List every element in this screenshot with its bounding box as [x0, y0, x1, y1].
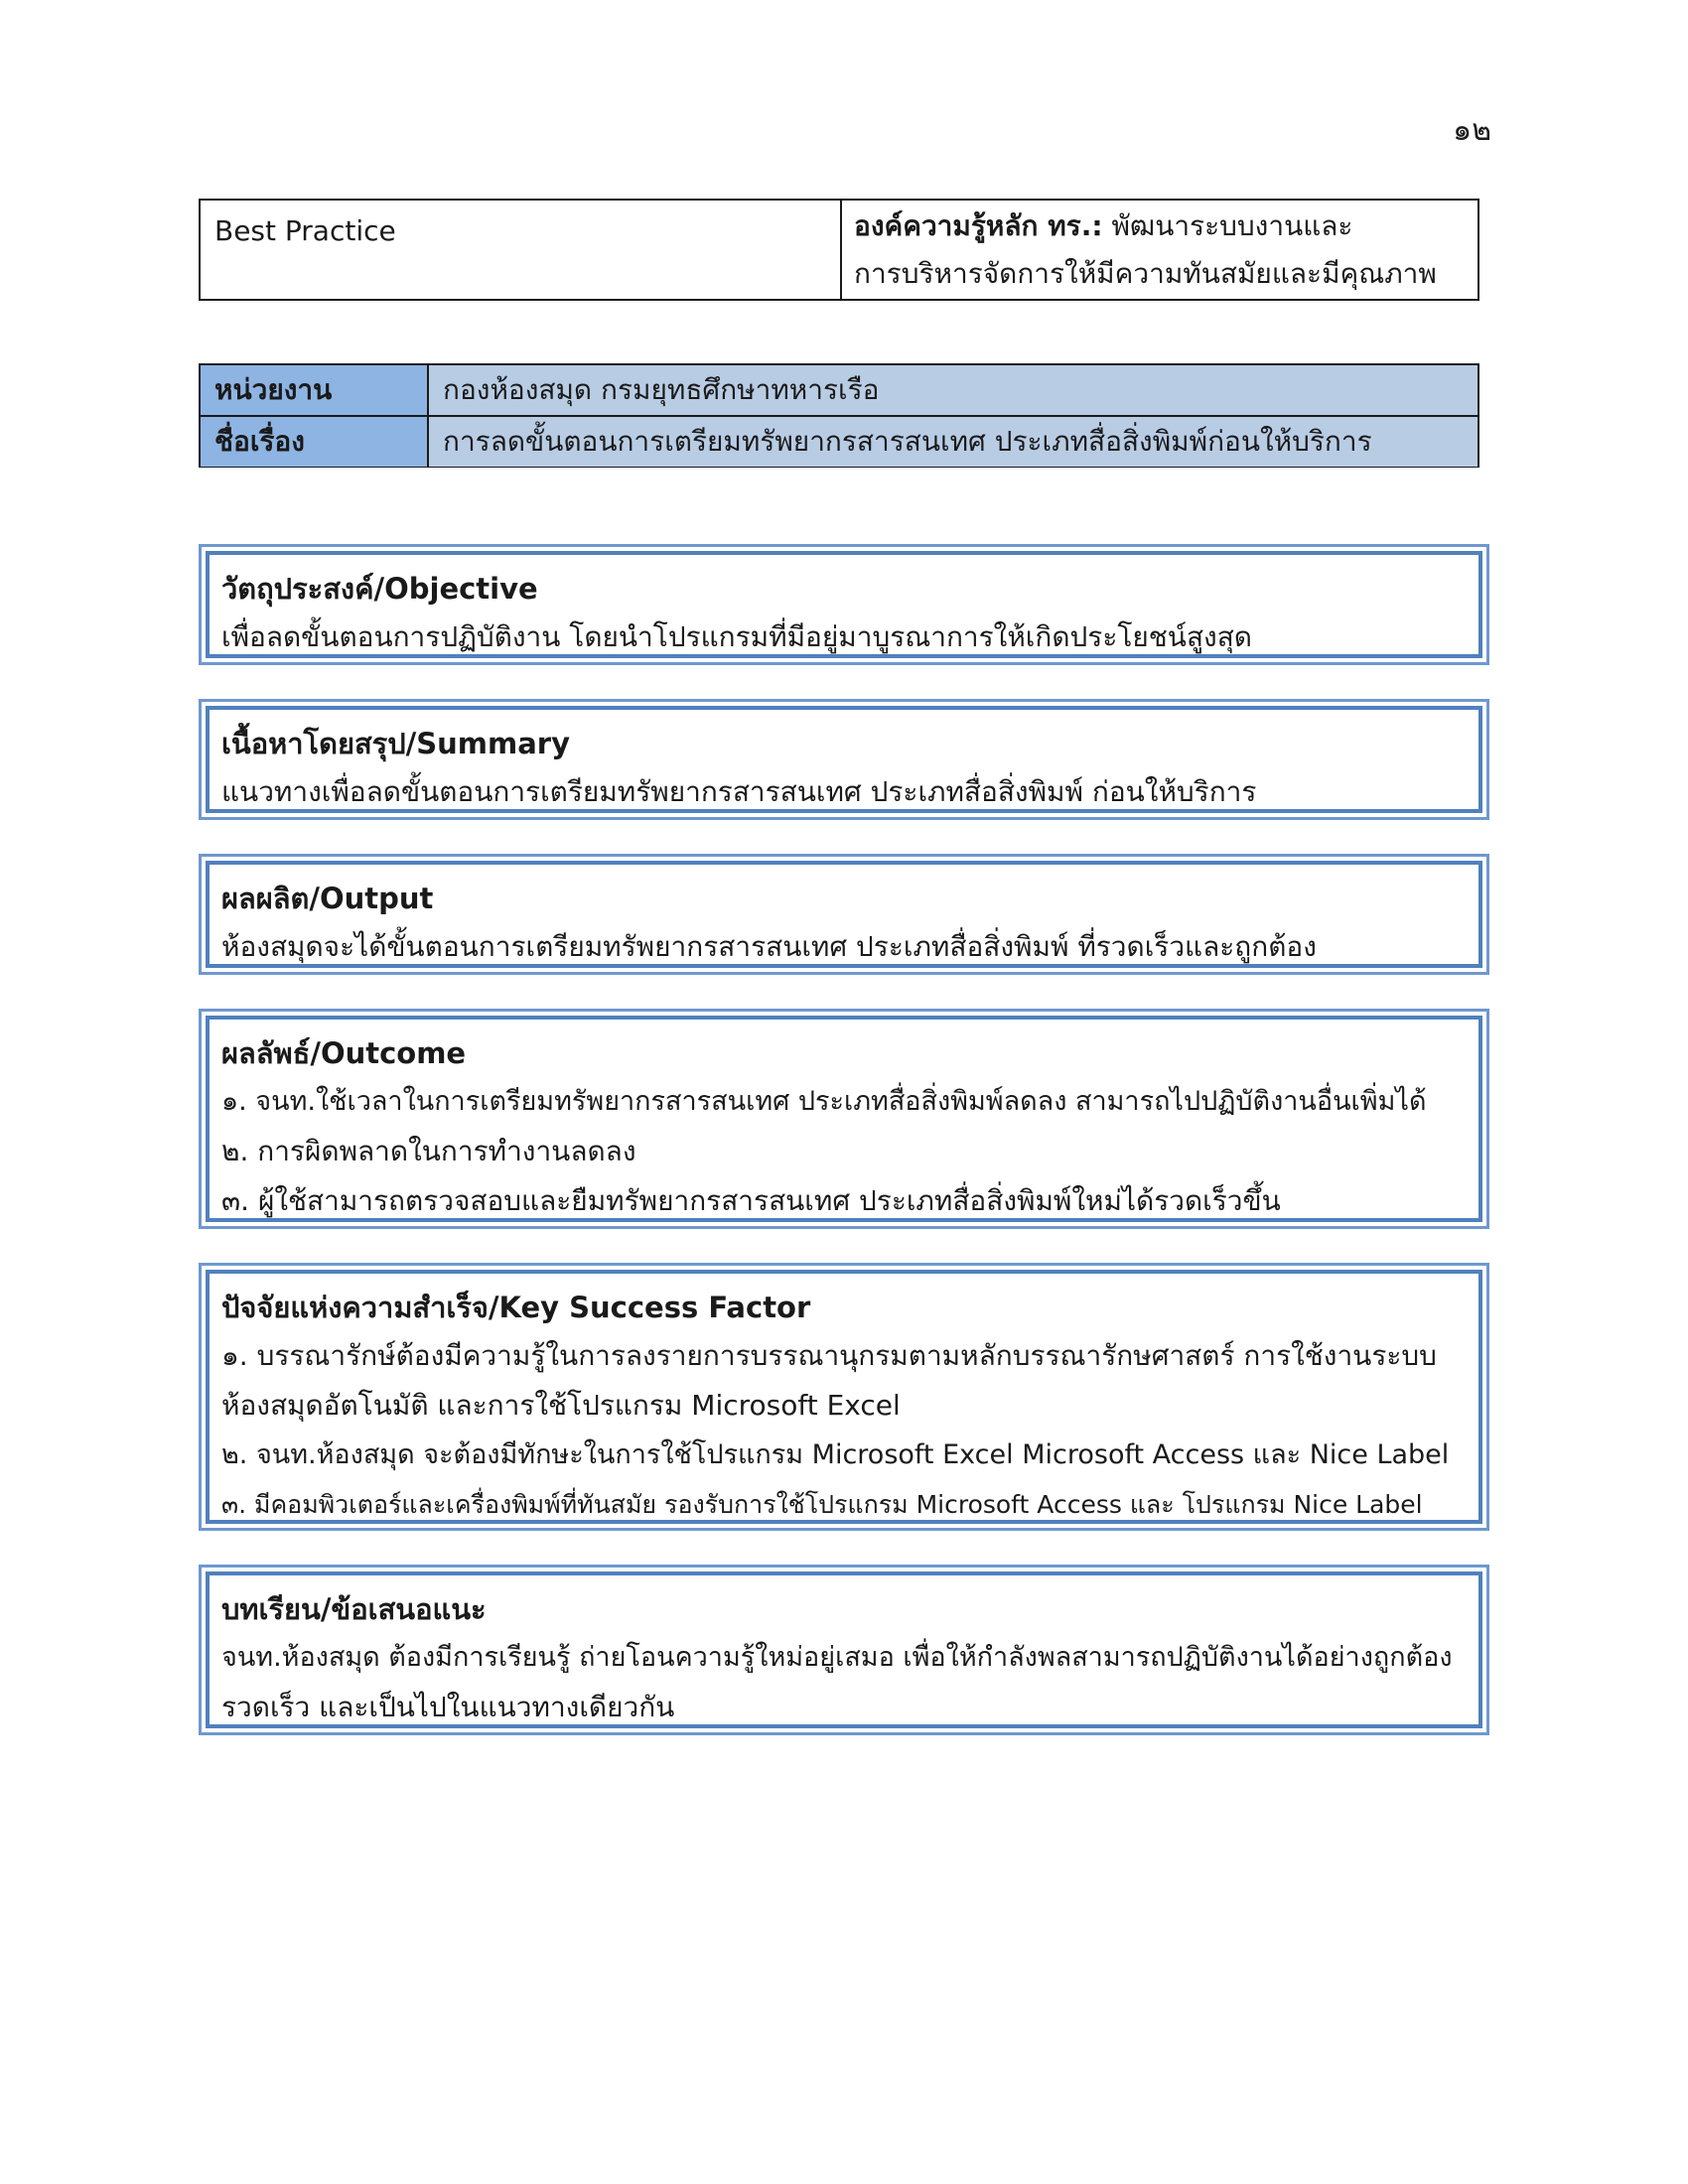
- core-knowledge-text-2: การบริหารจัดการให้มีความทันสมัยและมีคุณภาพ: [854, 257, 1437, 290]
- success-factor-frame: [206, 1270, 1482, 1524]
- outcome-frame: [206, 1016, 1482, 1222]
- lessons-line-2: รวดเร็ว และเป็นไปในแนวทางเดียวกัน: [221, 1691, 675, 1723]
- unit-label: หน่วยงาน: [201, 365, 429, 415]
- objective-frame: [206, 551, 1482, 658]
- output-frame: [206, 861, 1482, 968]
- lessons-title: บทเรียน/ข้อเสนอแนะ: [221, 1592, 487, 1626]
- lessons-line-1: จนท.ห้องสมุด ต้องมีการเรียนรู้ ถ่ายโอนความรู้ใหม่อยู่เสมอ เพื่อให้กำลังพลสามารถปฏิบัติงานได้อย่างถูกต้อง: [221, 1642, 1453, 1673]
- info-row-title: [201, 415, 1477, 467]
- lessons-frame: [206, 1571, 1482, 1728]
- lessons-section: [199, 1565, 1489, 1735]
- output-title: ผลผลิต/Output: [221, 882, 434, 915]
- core-knowledge-cell: [842, 201, 1477, 299]
- output-line: ห้องสมุดจะได้ขั้นตอนการเตรียมทรัพยากรสารสนเทศ ประเภทสื่อสิ่งพิมพ์ ที่รวดเร็วและถูกต้อง: [221, 930, 1317, 963]
- outcome-line-3: ๓. ผู้ใช้สามารถตรวจสอบและยืมทรัพยากรสารสนเทศ ประเภทสื่อสิ่งพิมพ์ใหม่ได้รวดเร็วขึ้น: [221, 1184, 1281, 1217]
- output-section: [199, 854, 1489, 975]
- objective-line: เพื่อลดขั้นตอนการปฏิบัติงาน โดยนำโปรแกรมที่มีอยู่มาบูรณาการให้เกิดประโยชน์สูงสุด: [221, 620, 1252, 653]
- success-factor-section: [199, 1263, 1489, 1531]
- header-table: [199, 199, 1479, 301]
- outcome-title: ผลลัพธ์/Outcome: [221, 1036, 467, 1070]
- core-knowledge-label: องค์ความรู้หลัก ทร.:: [854, 209, 1103, 242]
- objective-title: วัตถุประสงค์/Objective: [221, 572, 538, 606]
- unit-value: กองห้องสมุด กรมยุทธศึกษาทหารเรือ: [443, 373, 880, 406]
- info-table: [199, 363, 1479, 468]
- objective-section: [199, 544, 1489, 665]
- title-label: ชื่อเรื่อง: [201, 417, 429, 467]
- outcome-section: [199, 1009, 1489, 1229]
- outcome-line-1: ๑. จนท.ใช้เวลาในการเตรียมทรัพยากรสารสนเทศ ประเภทสื่อสิ่งพิมพ์ลดลง สามารถไปปฏิบัติงานอื่นเพิ่มได้: [221, 1086, 1427, 1117]
- outcome-line-2: ๒. การผิดพลาดในการทำงานลดลง: [221, 1135, 636, 1167]
- success-factor-line-2: ห้องสมุดอัตโนมัติ และการใช้โปรแกรม Microsoft Excel: [221, 1389, 901, 1422]
- success-factor-title: ปัจจัยแห่งความสำเร็จ/Key Success Factor: [221, 1291, 811, 1324]
- summary-title: เนื้อหาโดยสรุป/Summary: [221, 727, 570, 760]
- info-row-unit: [201, 365, 1477, 415]
- success-factor-line-1: ๑. บรรณารักษ์ต้องมีความรู้ในการลงรายการบรรณานุกรมตามหลักบรรณารักษศาสตร์ การใช้งานระบบ: [221, 1339, 1437, 1372]
- page-number: ๑๒: [1453, 113, 1491, 148]
- success-factor-line-4: ๓. มีคอมพิวเตอร์และเครื่องพิมพ์ที่ทันสมัย รองรับการใช้โปรแกรม Microsoft Access และ โปรแกรม Nice Label: [221, 1490, 1423, 1519]
- core-knowledge-text-1: พัฒนาระบบงานและ: [1102, 209, 1353, 242]
- summary-frame: [206, 706, 1482, 813]
- summary-section: [199, 699, 1489, 820]
- success-factor-line-3: ๒. จนท.ห้องสมุด จะต้องมีทักษะในการใช้โปรแกรม Microsoft Excel Microsoft Access และ Nice Label: [221, 1439, 1450, 1470]
- core-knowledge-line-1: [854, 203, 1466, 250]
- summary-line: แนวทางเพื่อลดขั้นตอนการเตรียมทรัพยากรสารสนเทศ ประเภทสื่อสิ่งพิมพ์ ก่อนให้บริการ: [221, 775, 1257, 808]
- title-value: การลดขั้นตอนการเตรียมทรัพยากรสารสนเทศ ประเภทสื่อสิ่งพิมพ์ก่อนให้บริการ: [443, 425, 1372, 458]
- best-practice-label: Best Practice: [201, 201, 842, 299]
